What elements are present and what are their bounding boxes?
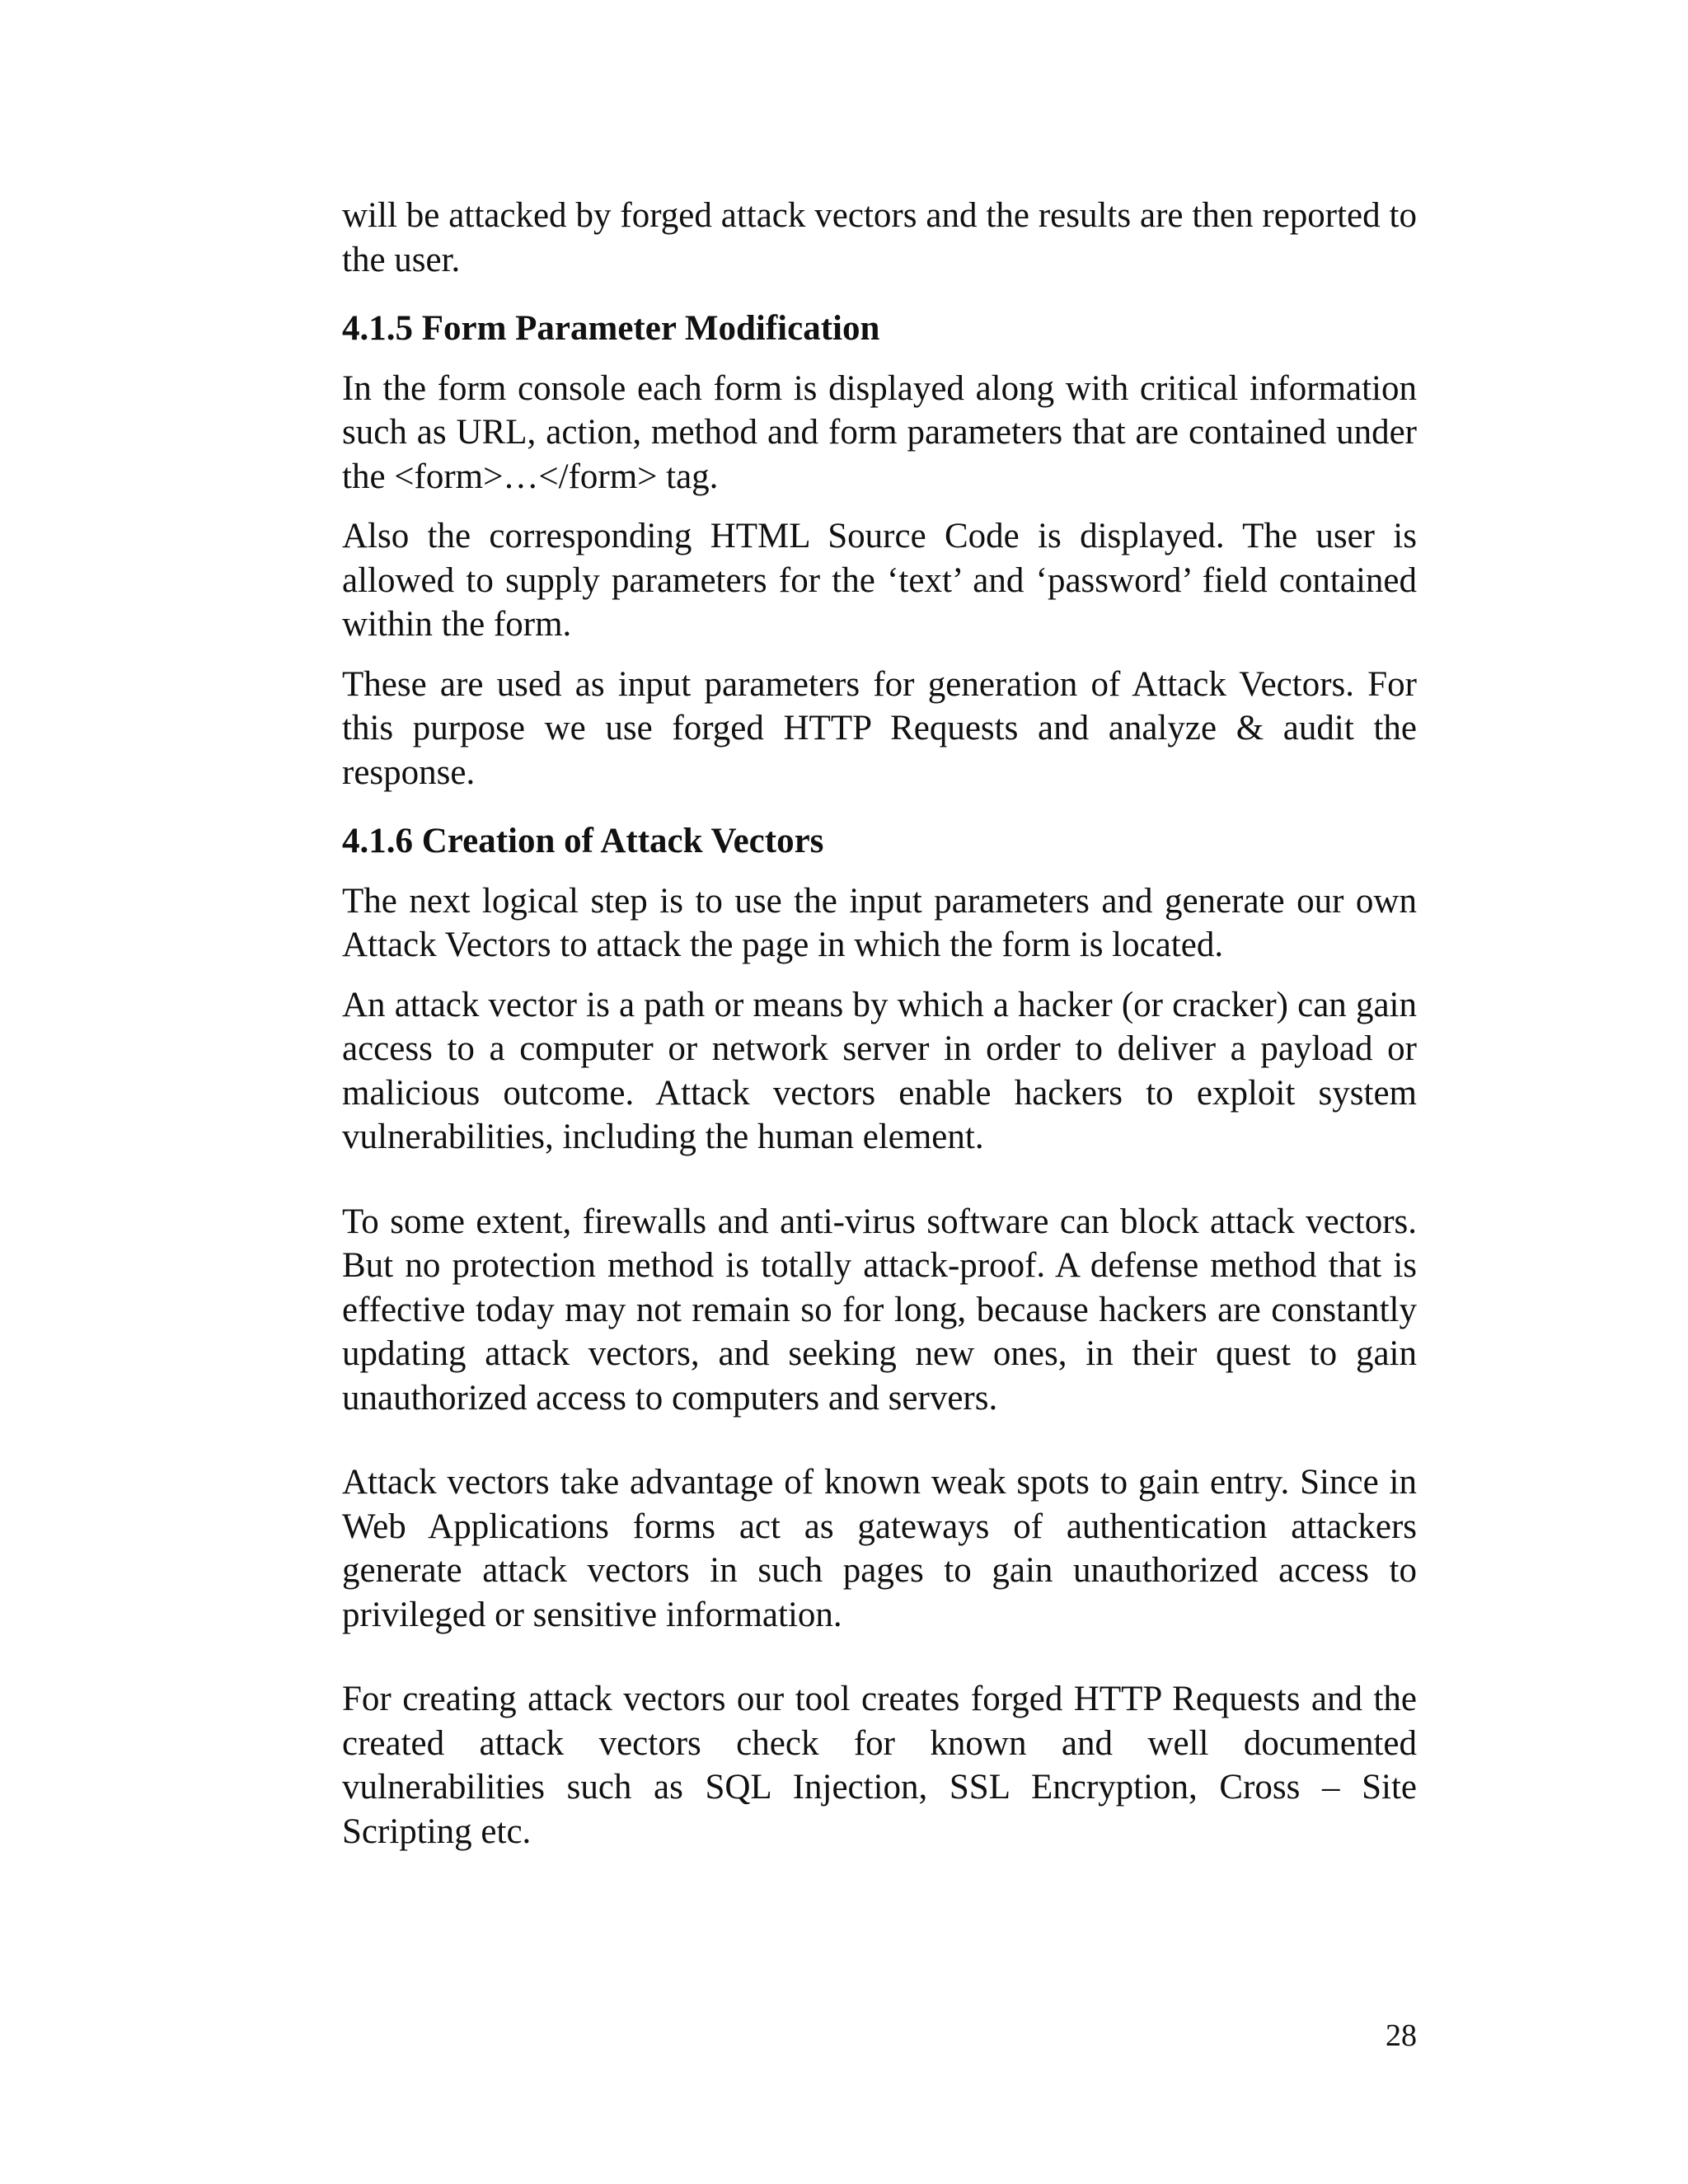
- paragraph-weak-spots: Attack vectors take advantage of known weak spots to gain entry. Since in Web Applications forms act as gateways of authentication attackers generate attack vectors in such pages to gain unauthorized access to privileged or sensitive information.: [342, 1463, 1417, 1634]
- paragraph-next-step: The next logical step is to use the input parameters and generate our own Attack Vectors to attack the page in which the form is located.: [342, 881, 1417, 964]
- paragraph-forged-requests: For creating attack vectors our tool creates forged HTTP Requests and the created attack vectors check for known and well documented vulnerabilities such as SQL Injection, SSL Encryption, Cross – Site Scripting etc.: [342, 1680, 1417, 1851]
- section-heading-4-1-5: 4.1.5 Form Parameter Modification: [342, 309, 880, 348]
- paragraph-firewalls: To some extent, firewalls and anti-virus software can block attack vectors. But no protection method is totally attack-proof. A defense method that is effective today may not remain so for long, because hackers are constantly updating attack vectors, and seeking new ones, in their quest to gain unauthorized access to computers and servers.: [342, 1202, 1417, 1418]
- section-heading-4-1-6: 4.1.6 Creation of Attack Vectors: [342, 822, 824, 860]
- page-number: 28: [1386, 2018, 1417, 2053]
- page-body: [342, 194, 1417, 1854]
- paragraph-attack-vector-definition: An attack vector is a path or means by which a hacker (or cracker) can gain access to a computer or network server in order to deliver a payload or malicious outcome. Attack vectors enable hackers to exploit system vulnerabilities, including the human element.: [342, 985, 1417, 1156]
- paragraph-form-console: In the form console each form is displayed along with critical information such as URL, action, method and form parameters that are contained under the <form>…</form> tag.: [342, 368, 1417, 496]
- paragraph-html-source: Also the corresponding HTML Source Code is displayed. The user is allowed to supply parameters for the ‘text’ and ‘password’ field contained within the form.: [342, 517, 1417, 644]
- intro-paragraph: will be attacked by forged attack vectors and the results are then reported to the user.: [342, 196, 1417, 279]
- paragraph-input-parameters: These are used as input parameters for generation of Attack Vectors. For this purpose we use forged HTTP Requests and analyze & audit the response.: [342, 664, 1417, 792]
